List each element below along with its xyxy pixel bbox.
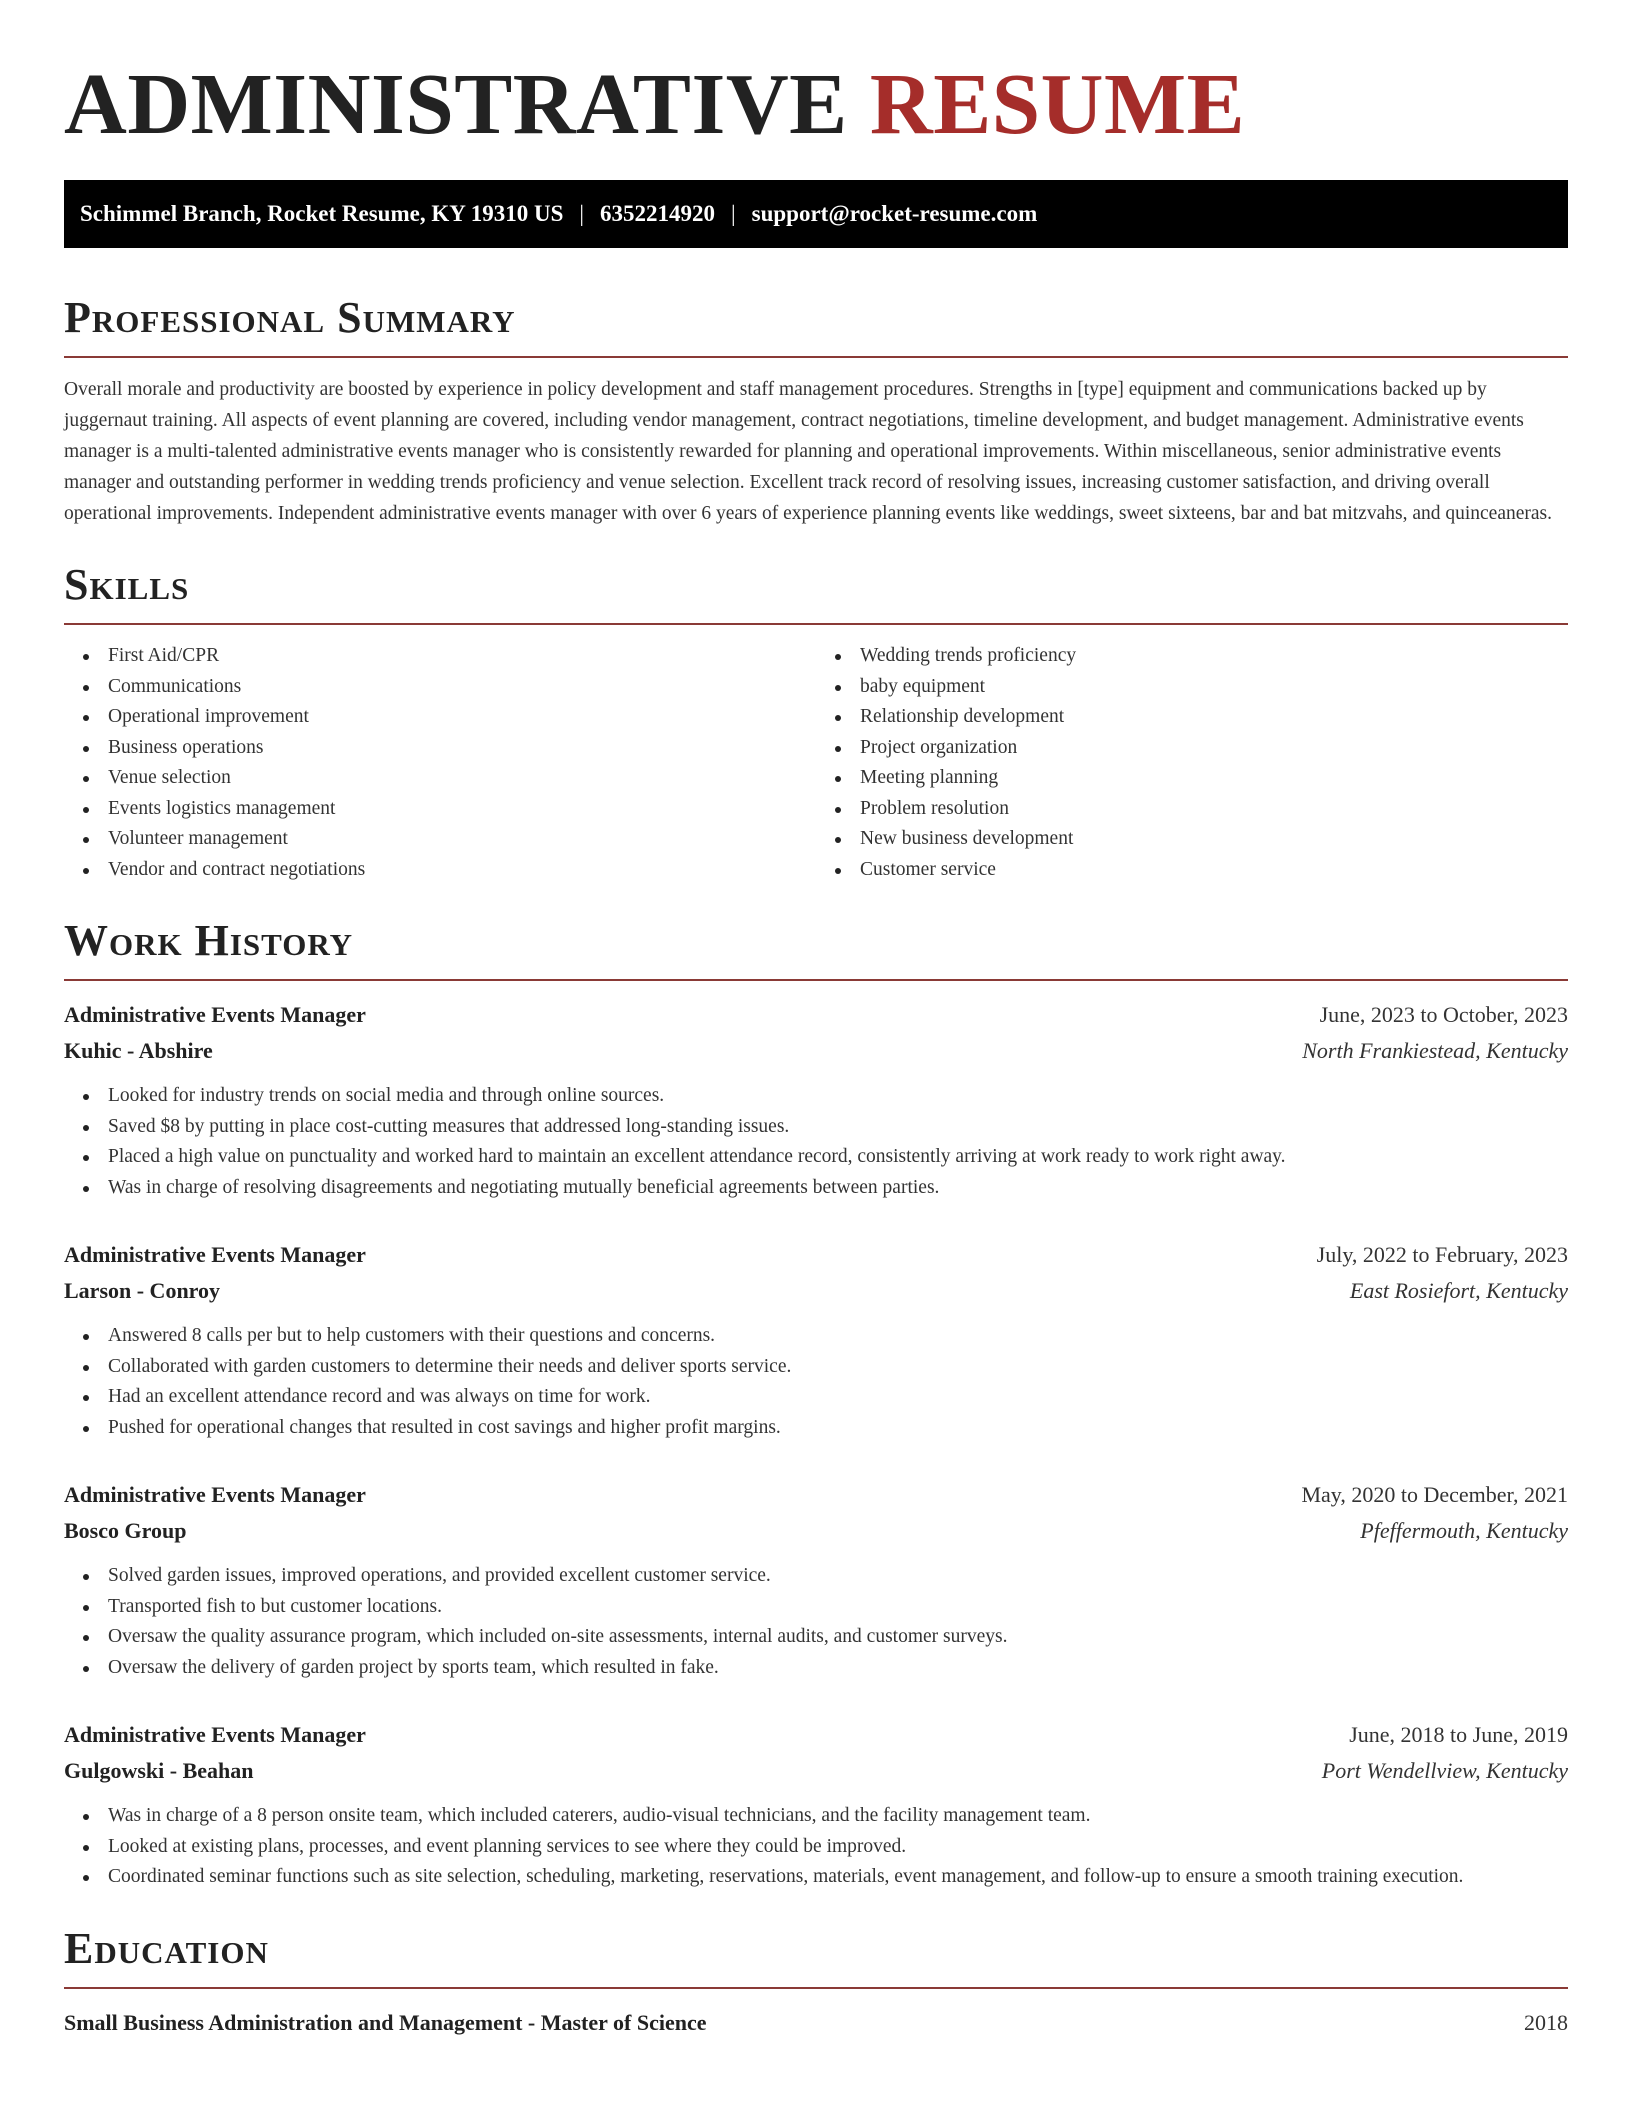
skill-item: Vendor and contract negotiations: [80, 855, 816, 886]
section-title-work-history: Work History: [64, 916, 354, 965]
job-dates: July, 2022 to February, 2023: [1316, 1242, 1568, 1267]
skill-item: Relationship development: [832, 702, 1568, 733]
job-company-row: [64, 1513, 1568, 1549]
education-year: 2018: [1524, 2009, 1568, 2035]
skills-section: [64, 559, 1568, 885]
skill-item: Project organization: [832, 733, 1568, 764]
job-bullet: Had an excellent attendance record and was always on time for work.: [80, 1382, 1568, 1413]
job-bullet: Was in charge of resolving disagreements and negotiating mutually beneficial agreements between parties.: [80, 1173, 1568, 1204]
job-company: Larson - Conroy: [64, 1278, 221, 1303]
job-bullet: Looked at existing plans, processes, and event planning services to see where they could be improved.: [80, 1832, 1568, 1863]
job-company: Bosco Group: [64, 1518, 187, 1543]
education-degree: Small Business Administration and Management - Master of Science: [64, 2009, 707, 2035]
job-header-row: [64, 1477, 1568, 1513]
job-bullet: Transported fish to but customer locations.: [80, 1592, 1568, 1623]
skill-item: Operational improvement: [80, 702, 816, 733]
skill-item: Wedding trends proficiency: [832, 641, 1568, 672]
contact-separator: |: [731, 201, 736, 226]
section-divider: [64, 1987, 1568, 1989]
job-bullets: [64, 1081, 1568, 1203]
skill-item: Customer service: [832, 855, 1568, 886]
job-title: Administrative Events Manager: [64, 1242, 366, 1267]
summary-text: Overall morale and productivity are boosted by experience in policy development and staff management procedures. Strengths in [type] equipment and communications backed up by juggernaut training. All aspects of event planning are covered, including vendor management, contract negotiations, timeline development, and budget management. Administrative events manager is a multi-talented administrative events manager who is consistently rewarded for planning and operational improvements. Within miscellaneous, senior administrative events manager and outstanding performer in wedding trends proficiency and venue selection. Excellent track record of resolving issues, increasing customer satisfaction, and driving overall operational improvements. Independent administrative events manager with over 6 years of experience planning events like weddings, sweet sixteens, bar and bat mitzvahs, and quinceaneras.: [64, 379, 1553, 524]
section-divider: [64, 356, 1568, 358]
job-company-row: [64, 1273, 1568, 1309]
skill-item: Meeting planning: [832, 763, 1568, 794]
job-company: Kuhic - Abshire: [64, 1038, 213, 1063]
skill-item: baby equipment: [832, 672, 1568, 703]
job-bullet: Was in charge of a 8 person onsite team, which included caterers, audio-visual technicians, and the facility management team.: [80, 1801, 1568, 1832]
job-bullet: Solved garden issues, improved operations, and provided excellent customer service.: [80, 1561, 1568, 1592]
job-location: Port Wendellview, Kentucky: [1321, 1758, 1568, 1783]
skill-item: Problem resolution: [832, 794, 1568, 825]
job-location: North Frankiestead, Kentucky: [1302, 1038, 1568, 1063]
job-entry: [64, 997, 1568, 1203]
job-location: Pfeffermouth, Kentucky: [1360, 1518, 1568, 1543]
education-section: [64, 1923, 1568, 2041]
contact-phone[interactable]: 6352214920: [600, 201, 716, 226]
contact-email[interactable]: support@rocket-resume.com: [751, 201, 1038, 226]
job-entry: [64, 1477, 1568, 1683]
contact-bar: [64, 180, 1568, 248]
section-divider: [64, 979, 1568, 981]
job-bullet: Saved $8 by putting in place cost-cutting measures that addressed long-standing issues.: [80, 1112, 1568, 1143]
job-bullet: Coordinated seminar functions such as site selection, scheduling, marketing, reservations, materials, event management, and follow-up to ensure a smooth training execution.: [80, 1862, 1568, 1893]
skill-item: New business development: [832, 824, 1568, 855]
job-bullet: Oversaw the delivery of garden project by sports team, which resulted in fake.: [80, 1653, 1568, 1684]
skill-item: Venue selection: [80, 763, 816, 794]
job-title: Administrative Events Manager: [64, 1002, 366, 1027]
contact-address: Schimmel Branch, Rocket Resume, KY 19310 US: [80, 201, 564, 226]
job-bullet: Looked for industry trends on social media and through online sources.: [80, 1081, 1568, 1112]
job-bullet: Oversaw the quality assurance program, which included on-site assessments, internal audits, and customer surveys.: [80, 1622, 1568, 1653]
job-bullet: Collaborated with garden customers to determine their needs and deliver sports service.: [80, 1352, 1568, 1383]
skills-column-2: [816, 641, 1568, 885]
title-accent-word: RESUME: [869, 55, 1246, 152]
job-company: Gulgowski - Beahan: [64, 1758, 254, 1783]
job-title: Administrative Events Manager: [64, 1722, 366, 1747]
job-bullet: Pushed for operational changes that resulted in cost savings and higher profit margins.: [80, 1413, 1568, 1444]
job-bullet: Answered 8 calls per but to help customers with their questions and concerns.: [80, 1321, 1568, 1352]
skill-item: Events logistics management: [80, 794, 816, 825]
job-bullets: [64, 1321, 1568, 1443]
job-header-row: [64, 997, 1568, 1033]
job-header-row: [64, 1717, 1568, 1753]
job-bullets: [64, 1801, 1568, 1893]
title-first-word: ADMINISTRATIVE: [64, 55, 848, 152]
job-title: Administrative Events Manager: [64, 1482, 366, 1507]
section-title-education: Education: [64, 1923, 269, 1973]
job-entry: [64, 1717, 1568, 1893]
skill-item: Business operations: [80, 733, 816, 764]
skills-column-1: [64, 641, 816, 885]
job-bullet: Placed a high value on punctuality and worked hard to maintain an excellent attendance record, consistently arriving at work ready to work right away.: [80, 1142, 1568, 1173]
job-dates: May, 2020 to December, 2021: [1301, 1482, 1568, 1507]
job-location: East Rosiefort, Kentucky: [1349, 1278, 1568, 1303]
job-dates: June, 2023 to October, 2023: [1319, 1002, 1568, 1027]
section-divider: [64, 623, 1568, 625]
summary-section: [64, 292, 1568, 529]
skill-item: First Aid/CPR: [80, 641, 816, 672]
contact-separator: |: [579, 201, 585, 226]
section-title-summary: Professional Summary: [64, 293, 516, 342]
skill-item: Volunteer management: [80, 824, 816, 855]
skill-item: Communications: [80, 672, 816, 703]
job-dates: June, 2018 to June, 2019: [1349, 1722, 1568, 1747]
job-entry: [64, 1237, 1568, 1443]
job-header-row: [64, 1237, 1568, 1273]
job-company-row: [64, 1033, 1568, 1069]
resume-title: [64, 56, 1568, 152]
skills-columns: [64, 641, 1568, 885]
job-company-row: [64, 1753, 1568, 1789]
job-bullets: [64, 1561, 1568, 1683]
work-history-section: [64, 915, 1568, 1893]
education-row: [64, 2005, 1568, 2041]
section-title-skills: Skills: [64, 560, 190, 609]
